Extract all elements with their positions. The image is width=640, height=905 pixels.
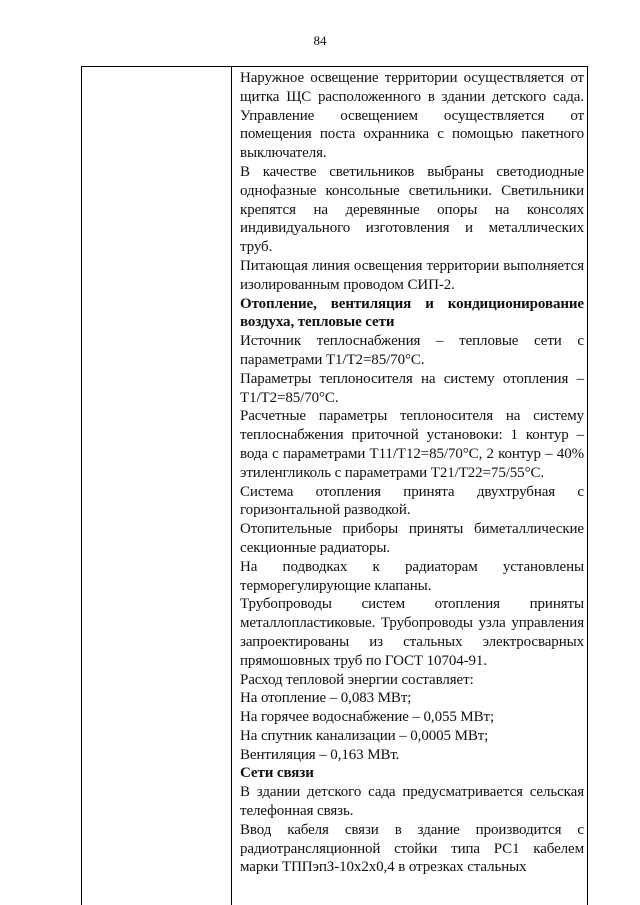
paragraph-telephone: В здании детского сада предусматривается сельская телефонная связь.: [240, 784, 584, 820]
paragraph-heat-consumption: Расход тепловой энергии составляет:: [240, 671, 474, 688]
page-number: 84: [313, 33, 327, 48]
table-right-cell: [240, 69, 584, 877]
paragraph-outdoor-lighting: Наружное освещение территории осуществляется от щитка ЩС расположенного в здании детского сада. Управление освещением осуществляется от помещения поста охранника с помощью пакетного выключателя.: [240, 70, 584, 162]
paragraph-luminaires: В качестве светильников выбраны светодиодные однофазные консольные светильники. Светильники крепятся на деревянные опоры на консолях индивидуального изготовления и металлических труб.: [240, 163, 584, 256]
paragraph-cable-entry: Ввод кабеля связи в здание производится с радиотрансляционной стойки типа РС1 кабелем марки ТППэпЗ-10х2х0,4 в отрезках стальных: [240, 821, 584, 876]
document-table: [81, 66, 588, 905]
list-item-sewer-tracer: На спутник канализации – 0,0005 МВт;: [240, 727, 489, 744]
list-item-ventilation: Вентиляция – 0,163 МВт.: [240, 746, 400, 763]
paragraph-supply-line: Питающая линия освещения территории выполняется изолированным проводом СИП-2.: [240, 257, 584, 293]
table-left-cell: [82, 67, 232, 905]
paragraph-radiators: Отопительные приборы приняты биметаллические секционные радиаторы.: [240, 521, 584, 556]
list-item-hot-water: На горячее водоснабжение – 0,055 МВт;: [240, 709, 495, 726]
heading-heating-ventilation: Отопление, вентиляция и кондиционирование воздуха, тепловые сети: [240, 295, 584, 331]
paragraph-pipelines: Трубопроводы систем отопления приняты металлопластиковые. Трубопроводы узла управления запроектированы из стальных электросварных прямошовных труб по ГОСТ 10704-91.: [240, 596, 584, 669]
paragraph-coolant-params: Параметры теплоносителя на систему отопления – Т1/Т2=85/70°С.: [240, 370, 584, 406]
heading-communication-networks: Сети связи: [240, 765, 314, 782]
paragraph-heat-source: Источник теплоснабжения – тепловые сети с параметрами Т1/Т2=85/70°С.: [240, 333, 584, 368]
paragraph-heating-system: Система отопления принята двухтрубная с горизонтальной разводкой.: [240, 483, 584, 519]
list-item-heating: На отопление – 0,083 МВт;: [240, 690, 412, 707]
paragraph-calc-params: Расчетные параметры теплоносителя на систему теплоснабжения приточной установоки: 1 контур – вода с параметрами Т11/Т12=85/70°С, 2 контур – 40% этиленгликоль с параметрами Т21/Т22=75/55°С.: [240, 408, 584, 481]
paragraph-valves: На подводках к радиаторам установлены терморегулирующие клапаны.: [240, 558, 584, 594]
